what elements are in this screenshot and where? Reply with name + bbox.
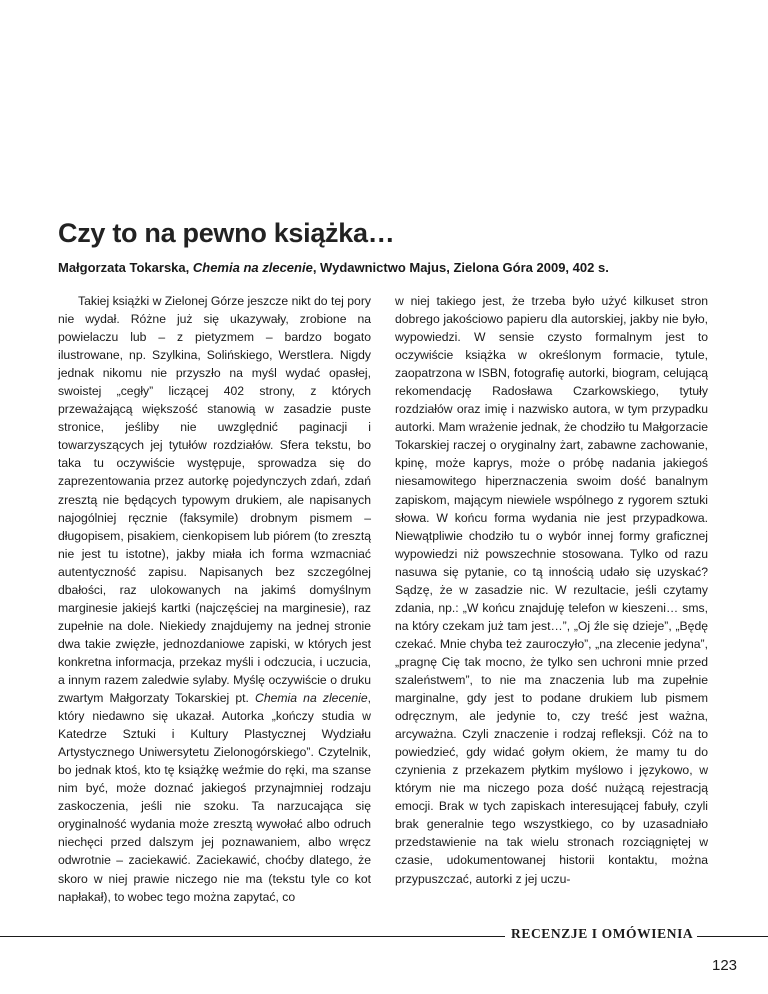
page-number: 123 xyxy=(712,957,738,974)
book-title-inline: Chemia na zlecenie xyxy=(255,691,368,706)
left-column-paragraph xyxy=(58,292,371,906)
right-text-column xyxy=(395,292,708,888)
section-label: RECENZJE I OMÓWIENIA xyxy=(511,926,694,941)
article-byline xyxy=(58,260,718,275)
body-text: Takiej książki w Zielonej Górze jeszcze nikt do tej pory nie wydał. Różne już się ukazywały, zrobione na powielaczu lub – z pietyzmem – bardzo bogato ilustrowane, np. Szylkina, Solińskiego, Werstlera. Nigdy jednak nikomu nie przyszło na myśl wydać opasłej, swoistej „cegły” liczącej 402 strony, z których przeważającą większość stanowią w zasadzie puste stronice, jeśliby nie uwzględnić paginacji i towarzyszących jej tytułów rozdziałów. Sfera tekstu, bo taka tu oczywiście występuje, sprowadza się do zaprezentowania przez autorkę pojedynczych zdań, zdań zresztą nie będących typowym drukiem, ale napisanych najogólniej ręcznie (faksymile) drobnym pismem – długopisem, pisakiem, cienkopisem lub piórem (to zresztą nie jest tu istotne), jakby miała ich forma wzmacniać autentyczność zapisu. Napisanych bez szczególnej dbałości, raz ulokowanych na jakimś domyślnym marginesie jakiejś kartki (najczęściej na marginesie), raz zupełnie na dole. Niekiedy znajdujemy na jednej stronie dwa takie zwięzłe, jednozdaniowe zapiski, w których jest konkretna informacja, przekaz myśli i odczucia, i uczucia, a innym razem zaledwie sylaby. Myślę oczywiście o druku zwartym Małgorzaty Tokarskiej pt. xyxy=(58,294,371,706)
body-text: , który niedawno się ukazał. Autorka „kończy studia w Katedrze Sztuki i Kultury Plastycznej Wydziału Artystycznego Uniwersytetu Zielonogórskiego”. Czytelnik, bo jednak ktoś, kto tę książkę weźmie do ręki, ma szanse nim być, może doznać jakiegoś przynajmniej rodzaju zaskoczenia, jeśli nie szoku. Ta narzucająca się oryginalność wydania może zresztą wywołać albo odruch niechęci przed dalszym jej poznawaniem, albo wręcz odwrotnie – zaciekawić. Zaciekawić, choćby dlatego, że skoro w niej prawie niczego nie ma (tekstu tyle co kot napłakał), to wobec tego można zapytać, co xyxy=(58,691,371,904)
footer-rule-right xyxy=(697,936,768,937)
byline-book-title: Chemia na zlecenie xyxy=(192,260,313,275)
article-title: Czy to na pewno książka… xyxy=(58,218,395,248)
byline-author: Małgorzata Tokarska, xyxy=(58,260,193,275)
right-column-paragraph: w niej takiego jest, że trzeba było użyć kilkuset stron dobrego jakościowo papieru dla autorskiej, jakby nie było, wypowiedzi. W sensie czysto formalnym jest to oczywiście książka w określonym formacie, tytule, zaopatrzona w ISBN, fotografię autorki, biogram, celującą rekomendację Radosława Czarkowskiego, tytuły rozdziałów oraz imię i nazwisko autora, w tym przypadku autorki. Mam wrażenie jednak, że chodziło tu Małgorzacie Tokarskiej raczej o oryginalny żart, zabawne zachowanie, kpinę, może kaprys, może o próbę nadania jakiegoś niesamowitego hiperznaczenia swoim dość banalnym zapiskom, mającym niewiele wspólnego z rygorem sztuki słowa. W końcu forma wydania nie jest przypadkowa. Niewątpliwie chodziło tu o wybór innej formy graficznej wypowiedzi niż powszechnie stosowana. Tylko od razu nasuwa się pytanie, co tą innością udało się uzyskać? Sądzę, że w zasadzie nic. W rezultacie, jeśli czytamy zdania, np.: „W końcu znajduję telefon w kieszeni… sms, na który czekam już tam jest…”, „Oj źle się dzieje”, „Będę czekać. Mnie chyba też zauroczyło”, „na zlecenie jedyna”, „pragnę Cię tak mocno, że tylko sen uchroni mnie przed szaleństwem”, to nie ma znaczenia lub ma zupełnie marginalne, gdy jest to podane drukiem lub pismem odręcznym, ale jedynie to, czy treść jest ważna, arcyważna. Czyli znaczenie i rodzaj refleksji. Cóż na to powiedzieć, gdy widać gołym okiem, że mamy tu do czynienia z przekazem płytkim myślowo i językowo, w którym nie ma niczego poza dość nużącą rejestracją emocji. Brak w tych zapiskach interesującej fabuły, czyli brak generalnie tego wszystkiego, co by uzasadniało przedstawienie na tak wielu stronach rozciągniętej w czasie, udokumentowanej historii kontaktu, można przypuszczać, autorki z jej uczu- xyxy=(395,294,708,886)
left-text-column xyxy=(58,292,371,906)
byline-publisher-info: , Wydawnictwo Majus, Zielona Góra 2009, 402 s. xyxy=(312,260,609,275)
footer-rule-left xyxy=(0,936,505,937)
